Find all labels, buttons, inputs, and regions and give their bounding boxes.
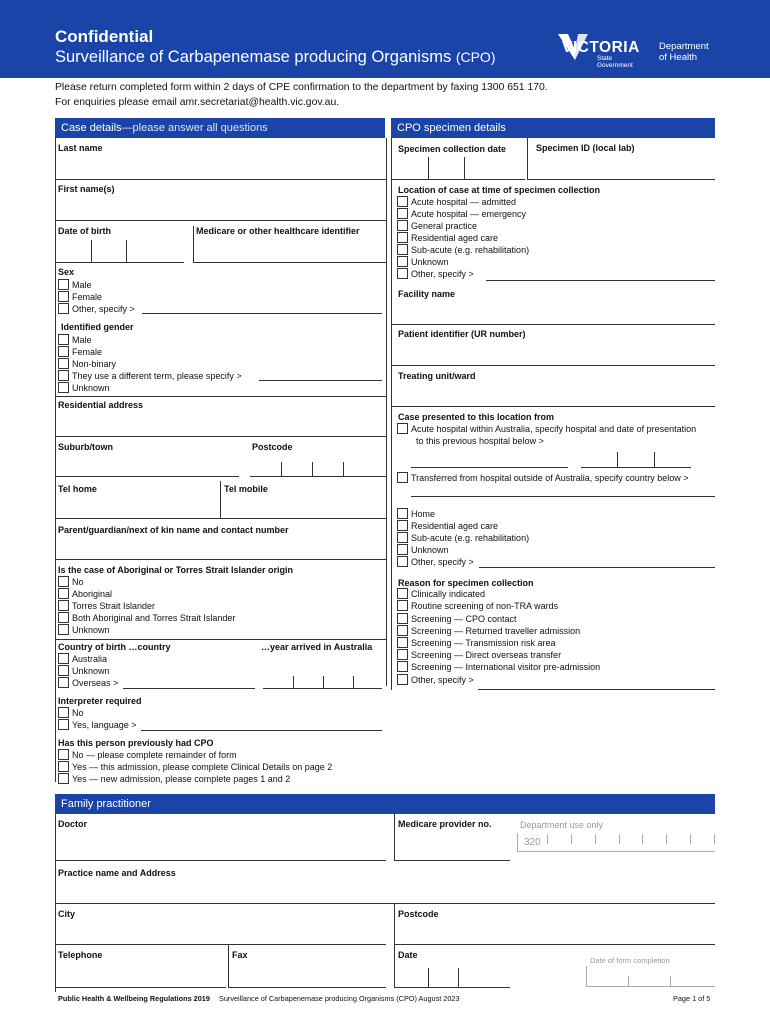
case-left-border <box>55 138 56 782</box>
gender-nonbinary-checkbox[interactable] <box>58 358 69 369</box>
gender-option: Female <box>72 347 103 357</box>
doctor-label: Doctor <box>58 819 87 829</box>
fax-label: Fax <box>232 950 248 960</box>
atsi-both-checkbox[interactable] <box>58 612 69 623</box>
suburb-label: Suburb/town <box>58 442 113 452</box>
location-option: Sub-acute (e.g. rehabilitation) <box>411 245 530 255</box>
gender-option: They use a different term, please specify > <box>72 371 242 381</box>
dept-code-ticks <box>547 834 715 844</box>
previous-hospital-field[interactable] <box>411 467 568 468</box>
reason-checkbox[interactable] <box>397 649 408 660</box>
confidential-label: Confidential <box>55 27 154 46</box>
medicare-field[interactable] <box>193 262 386 263</box>
specimen-id-label: Specimen ID (local lab) <box>536 143 635 153</box>
sex-female-checkbox[interactable] <box>58 291 69 302</box>
prev-cpo-option: Yes — new admission, please complete pages 1 and 2 <box>72 774 291 784</box>
provider-field[interactable] <box>394 860 510 861</box>
atsi-tsi-checkbox[interactable] <box>58 600 69 611</box>
presented-option: Acute hospital within Australia, specify hospital and date of presentation <box>411 424 697 434</box>
patient-id-field[interactable] <box>392 365 715 366</box>
date-divider <box>654 452 655 467</box>
reason-option: Screening — Direct overseas transfer <box>411 650 562 660</box>
completion-divider <box>628 976 629 986</box>
reason-option: Screening — Transmission risk area <box>411 638 556 648</box>
gender-option: Male <box>72 335 92 345</box>
date-divider <box>458 968 459 987</box>
dob-field[interactable] <box>56 262 184 263</box>
presented-other-field[interactable] <box>479 567 715 568</box>
practice-field[interactable] <box>56 903 715 904</box>
facility-field[interactable] <box>392 324 715 325</box>
doctor-field[interactable] <box>56 860 386 861</box>
postcode-divider <box>281 462 282 476</box>
collection-date-field[interactable] <box>392 179 525 180</box>
collection-date-label: Specimen collection date <box>398 144 507 154</box>
interpreter-label: Interpreter required <box>58 696 142 706</box>
reason-checkbox[interactable] <box>397 613 408 624</box>
presented-option-cont: to this previous hospital below > <box>416 436 544 446</box>
suburb-field[interactable] <box>56 476 239 477</box>
date-divider <box>617 452 618 467</box>
presented-option: Other, specify > <box>411 557 474 567</box>
country-overseas-checkbox[interactable] <box>58 677 69 688</box>
atsi-option: Unknown <box>72 625 110 635</box>
date-field[interactable] <box>394 987 510 988</box>
first-names-label: First name(s) <box>58 184 115 194</box>
location-option: General practice <box>411 221 478 231</box>
country-option: Unknown <box>72 666 110 676</box>
presented-option: Residential aged care <box>411 521 499 531</box>
gp-postcode-field[interactable] <box>394 944 715 945</box>
gender-section-divider <box>56 396 386 397</box>
completion-box-border <box>586 966 587 986</box>
presented-label: Case presented to this location from <box>398 412 555 422</box>
location-option: Acute hospital — emergency <box>411 209 527 219</box>
gender-option: Non-binary <box>72 359 117 369</box>
prev-cpo-this-admission-checkbox[interactable] <box>58 761 69 772</box>
reason-checkbox[interactable] <box>397 625 408 636</box>
country-birth-label: Country of birth …country <box>58 642 171 652</box>
last-name-field[interactable] <box>56 179 386 180</box>
country-option: Overseas > <box>72 678 119 688</box>
reason-checkbox[interactable] <box>397 600 408 611</box>
dob-divider <box>126 240 127 262</box>
city-field[interactable] <box>56 944 386 945</box>
atsi-unknown-checkbox[interactable] <box>58 624 69 635</box>
sex-label: Sex <box>58 267 75 277</box>
family-practitioner-header: Family practitioner <box>55 794 715 814</box>
fax-field[interactable] <box>228 987 386 988</box>
facility-label: Facility name <box>398 289 456 299</box>
interpreter-option: No <box>72 708 84 718</box>
presented-other-checkbox[interactable] <box>397 556 408 567</box>
atsi-aboriginal-checkbox[interactable] <box>58 588 69 599</box>
date-divider <box>428 968 429 987</box>
gender-option: Unknown <box>72 383 110 393</box>
presented-option: Transferred from hospital outside of Australia, specify country below > <box>411 473 689 483</box>
practice-label: Practice name and Address <box>58 868 176 878</box>
location-emergency-checkbox[interactable] <box>397 208 408 219</box>
prev-cpo-option: No — please complete remainder of form <box>72 750 237 760</box>
sex-other-checkbox[interactable] <box>58 303 69 314</box>
year-arrived-label: …year arrived in Australia <box>261 642 373 652</box>
footer-form-name: Surveillance of Carbapenemase producing Organisms (CPO) August 2023 <box>219 994 460 1003</box>
location-option: Acute hospital — admitted <box>411 197 517 207</box>
reason-checkbox[interactable] <box>397 588 408 599</box>
prev-cpo-option: Yes — this admission, please complete Clinical Details on page 2 <box>72 762 333 772</box>
presented-acute-checkbox[interactable] <box>397 423 408 434</box>
reason-checkbox[interactable] <box>397 661 408 672</box>
interpreter-yes-checkbox[interactable] <box>58 719 69 730</box>
presented-unknown-checkbox[interactable] <box>397 544 408 555</box>
sex-option: Male <box>72 280 92 290</box>
atsi-label: Is the case of Aboriginal or Torres Strait Islander origin <box>58 565 294 575</box>
city-label: City <box>58 909 76 919</box>
ward-field[interactable] <box>392 406 715 407</box>
date-divider <box>428 157 429 179</box>
dept-box-bottom <box>517 851 715 852</box>
reason-checkbox[interactable] <box>397 637 408 648</box>
reason-other-checkbox[interactable] <box>397 674 408 685</box>
reason-label: Reason for specimen collection <box>398 578 534 588</box>
parent-label: Parent/guardian/next of kin name and contact number <box>58 525 289 535</box>
dept-use-label: Department use only <box>520 820 604 830</box>
gender-other-field[interactable] <box>259 380 382 381</box>
sex-option: Female <box>72 292 103 302</box>
specimen-id-field[interactable] <box>527 179 715 180</box>
sex-other-field[interactable] <box>142 313 382 314</box>
reason-option: Screening — Returned traveller admission <box>411 626 581 636</box>
gender-other-checkbox[interactable] <box>58 370 69 381</box>
year-arrived-field[interactable] <box>263 688 382 689</box>
medicare-left-border <box>193 226 194 262</box>
footer-page-number: Page 1 of 5 <box>673 994 711 1003</box>
dob-divider <box>91 240 92 262</box>
form-title: Surveillance of Carbapenemase producing Organisms (CPO) <box>55 48 496 66</box>
presented-subacute-checkbox[interactable] <box>397 532 408 543</box>
location-other-field[interactable] <box>486 280 715 281</box>
specimen-id-border <box>527 138 528 179</box>
year-divider <box>323 676 324 688</box>
date-divider <box>464 157 465 179</box>
intro-line-2: For enquiries please email amr.secretariat@health.vic.gov.au. <box>55 97 340 108</box>
tel-mobile-field[interactable] <box>220 518 386 519</box>
fax-border <box>228 944 229 987</box>
country-australia-checkbox[interactable] <box>58 653 69 664</box>
location-label: Location of case at time of specimen collection <box>398 185 601 195</box>
provider-border <box>394 814 395 860</box>
location-option: Other, specify > <box>411 269 474 279</box>
last-name-label: Last name <box>58 143 103 153</box>
reason-other-field[interactable] <box>478 689 715 690</box>
completion-box-bottom[interactable] <box>586 986 715 987</box>
date-border <box>394 944 395 987</box>
footer-regulations: Public Health & Wellbeing Regulations 2019 <box>58 994 210 1003</box>
postcode-label: Postcode <box>252 442 293 452</box>
location-option: Unknown <box>411 257 449 267</box>
country-unknown-checkbox[interactable] <box>58 665 69 676</box>
gender-label: Identified gender <box>61 322 134 332</box>
postcode-divider <box>343 462 344 476</box>
department-of-health: Department of Health <box>659 41 709 63</box>
atsi-option: Torres Strait Islander <box>72 601 156 611</box>
interpreter-language-field[interactable] <box>141 730 382 731</box>
provider-label: Medicare provider no. <box>398 819 492 829</box>
prev-cpo-new-admission-checkbox[interactable] <box>58 773 69 784</box>
gender-male-checkbox[interactable] <box>58 334 69 345</box>
postcode-divider <box>312 462 313 476</box>
prev-cpo-no-checkbox[interactable] <box>58 749 69 760</box>
case-details-header: Case details—please answer all questions <box>55 118 385 138</box>
dob-label: Date of birth <box>58 226 111 236</box>
column-divider <box>386 138 387 686</box>
presented-option: Unknown <box>411 545 449 555</box>
intro-line-1: Please return completed form within 2 days of CPE confirmation to the department by faxing 1300 651 170. <box>55 82 548 93</box>
tel-home-label: Tel home <box>58 484 97 494</box>
gender-unknown-checkbox[interactable] <box>58 382 69 393</box>
specimen-left-border <box>391 138 392 690</box>
tel-divider <box>220 481 221 518</box>
dept-box-border <box>517 833 518 851</box>
reason-option: Screening — CPO contact <box>411 614 517 624</box>
atsi-option: Aboriginal <box>72 589 113 599</box>
year-divider <box>293 676 294 688</box>
postcode-field[interactable] <box>250 476 386 477</box>
date-label: Date <box>398 950 418 960</box>
tel-home-field[interactable] <box>56 518 220 519</box>
reason-option: Clinically indicated <box>411 589 486 599</box>
atsi-no-checkbox[interactable] <box>58 576 69 587</box>
reason-option: Routine screening of non-TRA wards <box>411 601 559 611</box>
location-aged-care-checkbox[interactable] <box>397 232 408 243</box>
gp-postcode-label: Postcode <box>398 909 439 919</box>
address-label: Residential address <box>58 400 144 410</box>
patient-id-label: Patient identifier (UR number) <box>398 329 526 339</box>
gp-postcode-border <box>394 903 395 944</box>
completion-divider <box>670 976 671 986</box>
gender-female-checkbox[interactable] <box>58 346 69 357</box>
presented-option: Sub-acute (e.g. rehabilitation) <box>411 533 530 543</box>
header-banner <box>0 0 770 78</box>
prev-cpo-label: Has this person previously had CPO <box>58 738 214 748</box>
year-divider <box>353 676 354 688</box>
location-unknown-checkbox[interactable] <box>397 256 408 267</box>
specimen-details-header: CPO specimen details <box>391 118 715 138</box>
interpreter-no-checkbox[interactable] <box>58 707 69 718</box>
telephone-field[interactable] <box>56 987 226 988</box>
medicare-label: Medicare or other healthcare identifier <box>196 226 360 236</box>
location-admitted-checkbox[interactable] <box>397 196 408 207</box>
victoria-wordmark: VICTORIA <box>562 39 640 56</box>
tel-mobile-label: Tel mobile <box>224 484 268 494</box>
first-names-field[interactable] <box>56 220 386 221</box>
location-option: Residential aged care <box>411 233 499 243</box>
presented-home-checkbox[interactable] <box>397 508 408 519</box>
date-completion-label: Date of form completion <box>590 956 670 965</box>
presentation-date-field[interactable] <box>581 467 691 468</box>
ward-label: Treating unit/ward <box>398 371 476 381</box>
presented-overseas-checkbox[interactable] <box>397 472 408 483</box>
state-government-text: State Government <box>597 55 633 69</box>
atsi-option: Both Aboriginal and Torres Strait Islander <box>72 613 236 623</box>
sex-male-checkbox[interactable] <box>58 279 69 290</box>
address-field[interactable] <box>56 436 386 437</box>
interpreter-option: Yes, language > <box>72 720 137 730</box>
location-other-checkbox[interactable] <box>397 268 408 279</box>
dept-code: 320 <box>524 837 541 848</box>
sex-option: Other, specify > <box>72 304 135 314</box>
country-section-divider <box>56 639 386 640</box>
presented-aged-care-checkbox[interactable] <box>397 520 408 531</box>
telephone-label: Telephone <box>58 950 103 960</box>
overseas-country-field[interactable] <box>123 688 255 689</box>
overseas-country-field[interactable] <box>411 496 715 497</box>
presented-option: Home <box>411 509 436 519</box>
reason-option: Screening — International visitor pre-admission <box>411 662 601 672</box>
atsi-option: No <box>72 577 84 587</box>
location-gp-checkbox[interactable] <box>397 220 408 231</box>
country-option: Australia <box>72 654 108 664</box>
parent-field[interactable] <box>56 559 386 560</box>
reason-option: Other, specify > <box>411 675 474 685</box>
location-subacute-checkbox[interactable] <box>397 244 408 255</box>
